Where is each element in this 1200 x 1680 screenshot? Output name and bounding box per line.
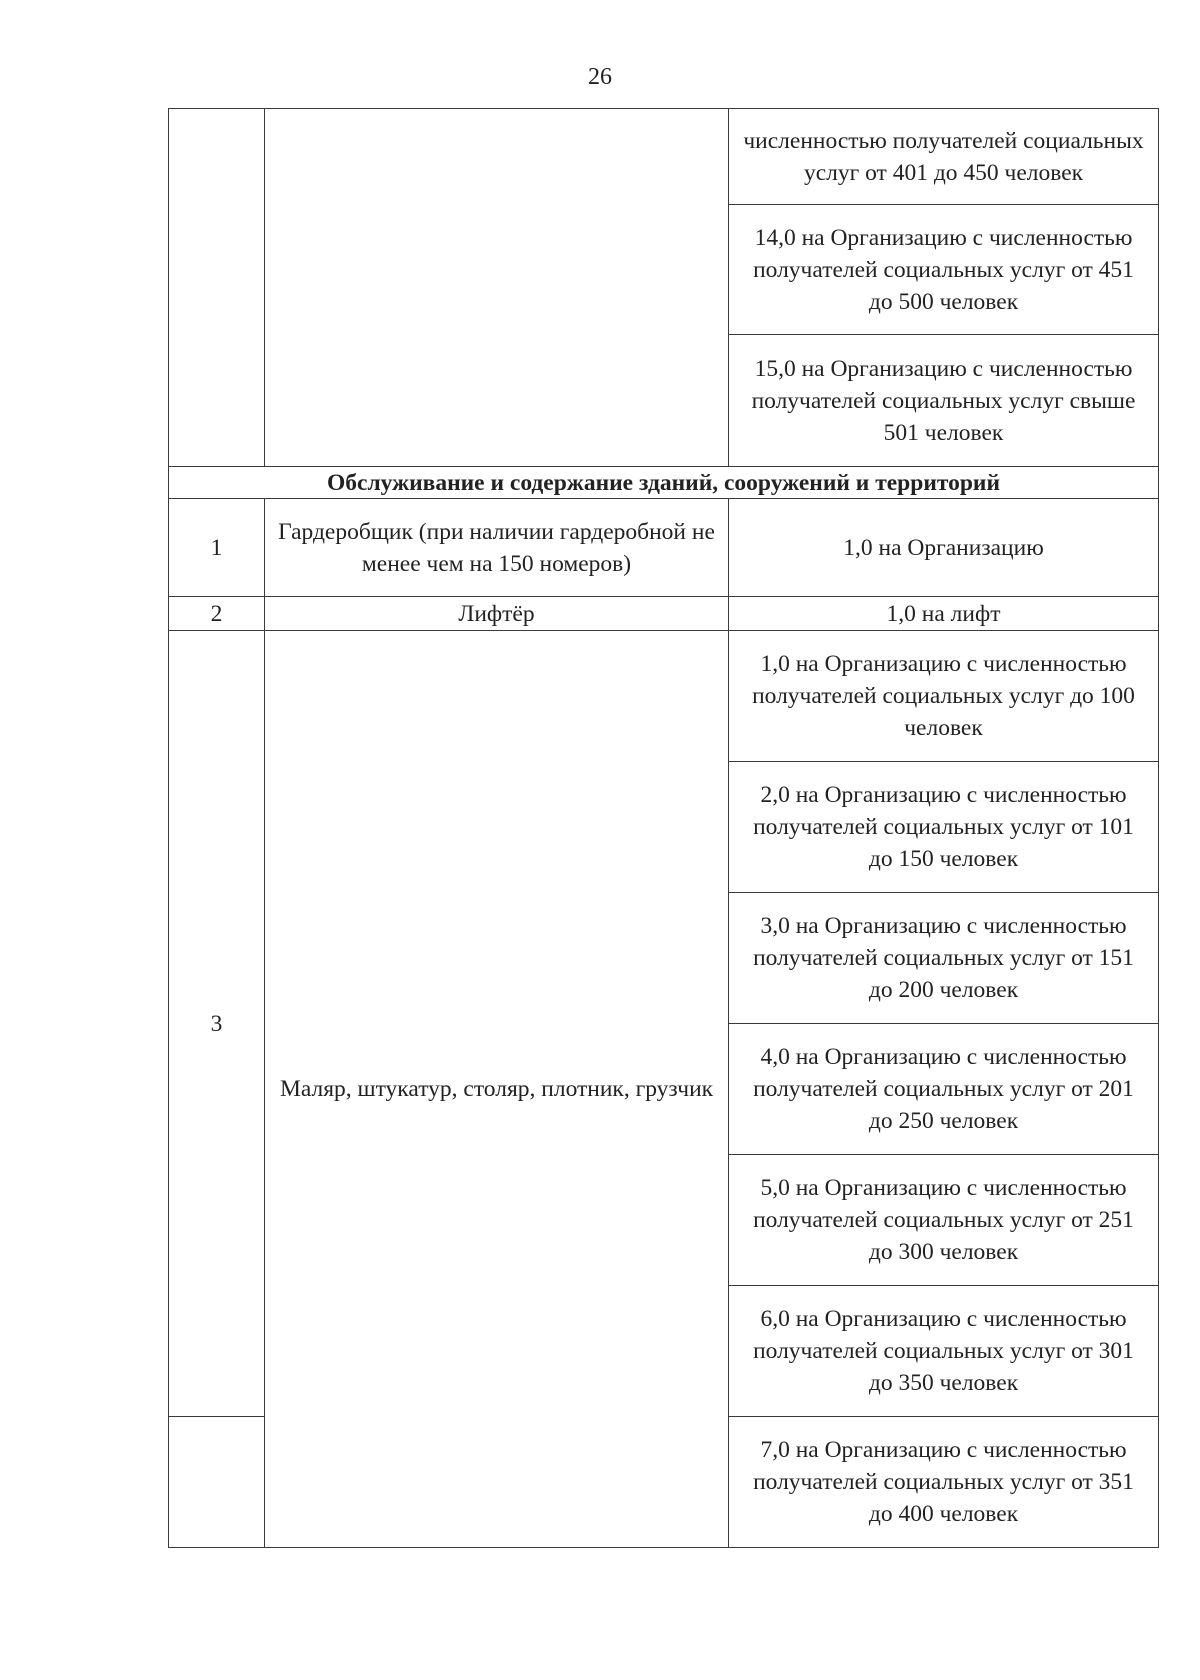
table-row: [169, 597, 1159, 631]
norm-cell: 6,0 на Организацию с численностью получателей социальных услуг от 301 до 350 человек: [729, 1286, 1159, 1417]
table-row: [169, 631, 1159, 762]
norm-cell: 1,0 на Организацию: [729, 499, 1159, 597]
table-row: [169, 499, 1159, 597]
empty-name-cell: [265, 109, 729, 467]
page-number: 26: [588, 64, 612, 90]
position-name: Лифтёр: [265, 597, 729, 631]
norm-cell: 14,0 на Организацию с численностью получателей социальных услуг от 451 до 500 человек: [729, 205, 1159, 335]
norm-cell: 3,0 на Организацию с численностью получателей социальных услуг от 151 до 200 человек: [729, 893, 1159, 1024]
row-number: 1: [169, 499, 265, 597]
norm-cell: численностью получателей социальных услуг от 401 до 450 человек: [729, 109, 1159, 205]
section-row: [169, 467, 1159, 499]
norm-cell: 2,0 на Организацию с численностью получателей социальных услуг от 101 до 150 человек: [729, 762, 1159, 893]
section-title: Обслуживание и содержание зданий, сооружений и территорий: [169, 467, 1159, 499]
row-number: 2: [169, 597, 265, 631]
norm-cell: 7,0 на Организацию с численностью получателей социальных услуг от 351 до 400 человек: [729, 1417, 1159, 1548]
empty-number-cell: [169, 1417, 265, 1548]
staffing-norms-table: [168, 108, 1159, 1548]
norm-cell: 4,0 на Организацию с численностью получателей социальных услуг от 201 до 250 человек: [729, 1024, 1159, 1155]
norm-cell: 1,0 на лифт: [729, 597, 1159, 631]
norm-cell: 15,0 на Организацию с численностью получателей социальных услуг свыше 501 человек: [729, 335, 1159, 467]
norm-cell: 5,0 на Организацию с численностью получателей социальных услуг от 251 до 300 человек: [729, 1155, 1159, 1286]
position-name: Гардеробщик (при наличии гардеробной не менее чем на 150 номеров): [265, 499, 729, 597]
empty-number-cell: [169, 109, 265, 467]
table-row: [169, 109, 1159, 205]
position-name: Маляр, штукатур, столяр, плотник, грузчик: [265, 631, 729, 1548]
row-number: 3: [169, 631, 265, 1417]
norm-cell: 1,0 на Организацию с численностью получателей социальных услуг до 100 человек: [729, 631, 1159, 762]
